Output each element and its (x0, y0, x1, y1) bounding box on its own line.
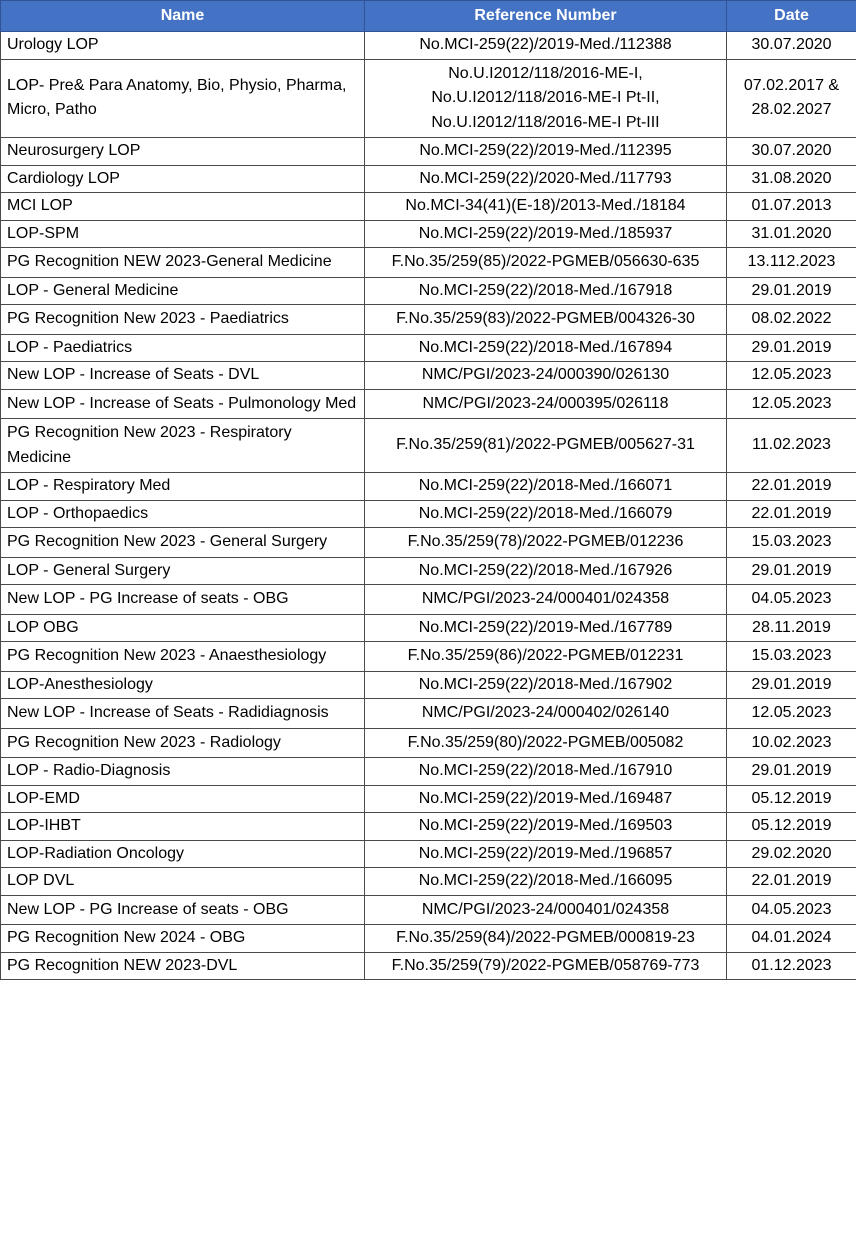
table-row (1, 614, 856, 642)
row-date-cell: 04.05.2023 (727, 585, 856, 615)
row-date-cell: 01.12.2023 (727, 952, 856, 980)
row-date-cell: 29.02.2020 (727, 840, 856, 868)
row-reference-cell: No.MCI-259(22)/2018-Med./166071 (365, 473, 727, 501)
row-reference-cell: NMC/PGI/2023-24/000402/026140 (365, 699, 727, 729)
row-date-cell: 04.01.2024 (727, 925, 856, 953)
table-row (1, 813, 856, 841)
table-row (1, 500, 856, 528)
row-reference-cell: No.U.I2012/118/2016-ME-I, No.U.I2012/118/2016-ME-I Pt-II, No.U.I2012/118/2016-ME-I Pt-III (365, 59, 727, 138)
column-header-reference-number: Reference Number (365, 1, 727, 32)
table-row (1, 419, 856, 473)
row-name-cell: LOP-EMD (1, 785, 365, 813)
table-row (1, 758, 856, 786)
row-name-cell: Urology LOP (1, 32, 365, 60)
row-reference-cell: No.MCI-259(22)/2018-Med./167894 (365, 334, 727, 362)
row-name-cell: LOP-SPM (1, 220, 365, 248)
row-name-cell: Cardiology LOP (1, 165, 365, 193)
table-header-row (1, 1, 856, 32)
row-reference-cell: F.No.35/259(83)/2022-PGMEB/004326-30 (365, 305, 727, 335)
table-row (1, 728, 856, 758)
row-reference-cell: No.MCI-259(22)/2018-Med./167918 (365, 277, 727, 305)
row-reference-cell: No.MCI-259(22)/2019-Med./185937 (365, 220, 727, 248)
row-date-cell: 01.07.2013 (727, 193, 856, 221)
row-reference-cell: F.No.35/259(81)/2022-PGMEB/005627-31 (365, 419, 727, 473)
row-reference-cell: No.MCI-259(22)/2019-Med./167789 (365, 614, 727, 642)
table-row (1, 557, 856, 585)
row-reference-cell: No.MCI-259(22)/2018-Med./166095 (365, 868, 727, 896)
row-date-cell: 22.01.2019 (727, 500, 856, 528)
table-row (1, 473, 856, 501)
table-row (1, 925, 856, 953)
table-row (1, 895, 856, 925)
row-date-cell: 31.08.2020 (727, 165, 856, 193)
row-date-cell: 15.03.2023 (727, 642, 856, 672)
row-date-cell: 29.01.2019 (727, 334, 856, 362)
row-reference-cell: No.MCI-259(22)/2018-Med./167910 (365, 758, 727, 786)
row-reference-cell: F.No.35/259(80)/2022-PGMEB/005082 (365, 728, 727, 758)
row-reference-cell: NMC/PGI/2023-24/000395/026118 (365, 389, 727, 419)
row-date-cell: 12.05.2023 (727, 389, 856, 419)
row-reference-cell: No.MCI-259(22)/2018-Med./166079 (365, 500, 727, 528)
row-name-cell: LOP- Pre& Para Anatomy, Bio, Physio, Pharma, Micro, Patho (1, 59, 365, 138)
table-row (1, 277, 856, 305)
row-name-cell: LOP - Orthopaedics (1, 500, 365, 528)
row-name-cell: Neurosurgery LOP (1, 138, 365, 166)
row-name-cell: New LOP - Increase of Seats - Pulmonology Med (1, 389, 365, 419)
row-name-cell: PG Recognition New 2023 - Paediatrics (1, 305, 365, 335)
row-date-cell: 12.05.2023 (727, 699, 856, 729)
row-name-cell: LOP OBG (1, 614, 365, 642)
row-reference-cell: No.MCI-259(22)/2018-Med./167902 (365, 671, 727, 699)
table-row (1, 32, 856, 60)
row-date-cell: 10.02.2023 (727, 728, 856, 758)
row-reference-cell: NMC/PGI/2023-24/000401/024358 (365, 895, 727, 925)
row-date-cell: 28.11.2019 (727, 614, 856, 642)
table-row (1, 642, 856, 672)
table-row (1, 362, 856, 390)
table-row (1, 868, 856, 896)
row-date-cell: 29.01.2019 (727, 557, 856, 585)
row-name-cell: New LOP - Increase of Seats - Radidiagnosis (1, 699, 365, 729)
row-name-cell: LOP - General Surgery (1, 557, 365, 585)
column-header-name: Name (1, 1, 365, 32)
table-row (1, 840, 856, 868)
row-name-cell: LOP DVL (1, 868, 365, 896)
row-date-cell: 04.05.2023 (727, 895, 856, 925)
row-date-cell: 30.07.2020 (727, 32, 856, 60)
row-reference-cell: No.MCI-259(22)/2019-Med./112388 (365, 32, 727, 60)
table-row (1, 528, 856, 558)
row-reference-cell: No.MCI-259(22)/2019-Med./196857 (365, 840, 727, 868)
row-reference-cell: No.MCI-259(22)/2018-Med./167926 (365, 557, 727, 585)
table-row (1, 305, 856, 335)
row-name-cell: PG Recognition New 2023 - General Surgery (1, 528, 365, 558)
row-date-cell: 07.02.2017 & 28.02.2027 (727, 59, 856, 138)
table-row (1, 59, 856, 138)
row-date-cell: 22.01.2019 (727, 473, 856, 501)
row-name-cell: LOP - General Medicine (1, 277, 365, 305)
row-date-cell: 29.01.2019 (727, 671, 856, 699)
table-row (1, 334, 856, 362)
row-name-cell: LOP - Respiratory Med (1, 473, 365, 501)
row-name-cell: PG Recognition New 2023 - Anaesthesiology (1, 642, 365, 672)
row-reference-cell: NMC/PGI/2023-24/000390/026130 (365, 362, 727, 390)
row-date-cell: 13.112.2023 (727, 248, 856, 278)
row-date-cell: 12.05.2023 (727, 362, 856, 390)
row-name-cell: New LOP - Increase of Seats - DVL (1, 362, 365, 390)
row-name-cell: PG Recognition NEW 2023-General Medicine (1, 248, 365, 278)
row-date-cell: 22.01.2019 (727, 868, 856, 896)
row-name-cell: PG Recognition NEW 2023-DVL (1, 952, 365, 980)
row-date-cell: 29.01.2019 (727, 758, 856, 786)
table-row (1, 193, 856, 221)
row-reference-cell: F.No.35/259(79)/2022-PGMEB/058769-773 (365, 952, 727, 980)
row-reference-cell: No.MCI-259(22)/2020-Med./117793 (365, 165, 727, 193)
column-header-date: Date (727, 1, 856, 32)
row-reference-cell: F.No.35/259(85)/2022-PGMEB/056630-635 (365, 248, 727, 278)
row-name-cell: LOP-IHBT (1, 813, 365, 841)
row-reference-cell: F.No.35/259(84)/2022-PGMEB/000819-23 (365, 925, 727, 953)
row-name-cell: New LOP - PG Increase of seats - OBG (1, 895, 365, 925)
row-reference-cell: No.MCI-259(22)/2019-Med./112395 (365, 138, 727, 166)
table-row (1, 389, 856, 419)
table-row (1, 220, 856, 248)
row-name-cell: LOP - Radio-Diagnosis (1, 758, 365, 786)
table-row (1, 138, 856, 166)
table-row (1, 671, 856, 699)
table-row (1, 585, 856, 615)
row-date-cell: 05.12.2019 (727, 813, 856, 841)
row-date-cell: 30.07.2020 (727, 138, 856, 166)
row-name-cell: LOP-Radiation Oncology (1, 840, 365, 868)
row-reference-cell: No.MCI-259(22)/2019-Med./169503 (365, 813, 727, 841)
table-row (1, 785, 856, 813)
row-name-cell: PG Recognition New 2023 - Respiratory Medicine (1, 419, 365, 473)
table-row (1, 165, 856, 193)
row-name-cell: PG Recognition New 2024 - OBG (1, 925, 365, 953)
table-row (1, 248, 856, 278)
table-row (1, 952, 856, 980)
row-name-cell: LOP-Anesthesiology (1, 671, 365, 699)
row-date-cell: 31.01.2020 (727, 220, 856, 248)
row-date-cell: 11.02.2023 (727, 419, 856, 473)
row-name-cell: New LOP - PG Increase of seats - OBG (1, 585, 365, 615)
row-date-cell: 29.01.2019 (727, 277, 856, 305)
row-date-cell: 15.03.2023 (727, 528, 856, 558)
row-name-cell: PG Recognition New 2023 - Radiology (1, 728, 365, 758)
row-reference-cell: NMC/PGI/2023-24/000401/024358 (365, 585, 727, 615)
row-name-cell: MCI LOP (1, 193, 365, 221)
table-body (1, 32, 856, 980)
row-reference-cell: F.No.35/259(78)/2022-PGMEB/012236 (365, 528, 727, 558)
row-reference-cell: No.MCI-259(22)/2019-Med./169487 (365, 785, 727, 813)
row-name-cell: LOP - Paediatrics (1, 334, 365, 362)
table-row (1, 699, 856, 729)
row-reference-cell: No.MCI-34(41)(E-18)/2013-Med./18184 (365, 193, 727, 221)
row-reference-cell: F.No.35/259(86)/2022-PGMEB/012231 (365, 642, 727, 672)
row-date-cell: 05.12.2019 (727, 785, 856, 813)
row-date-cell: 08.02.2022 (727, 305, 856, 335)
